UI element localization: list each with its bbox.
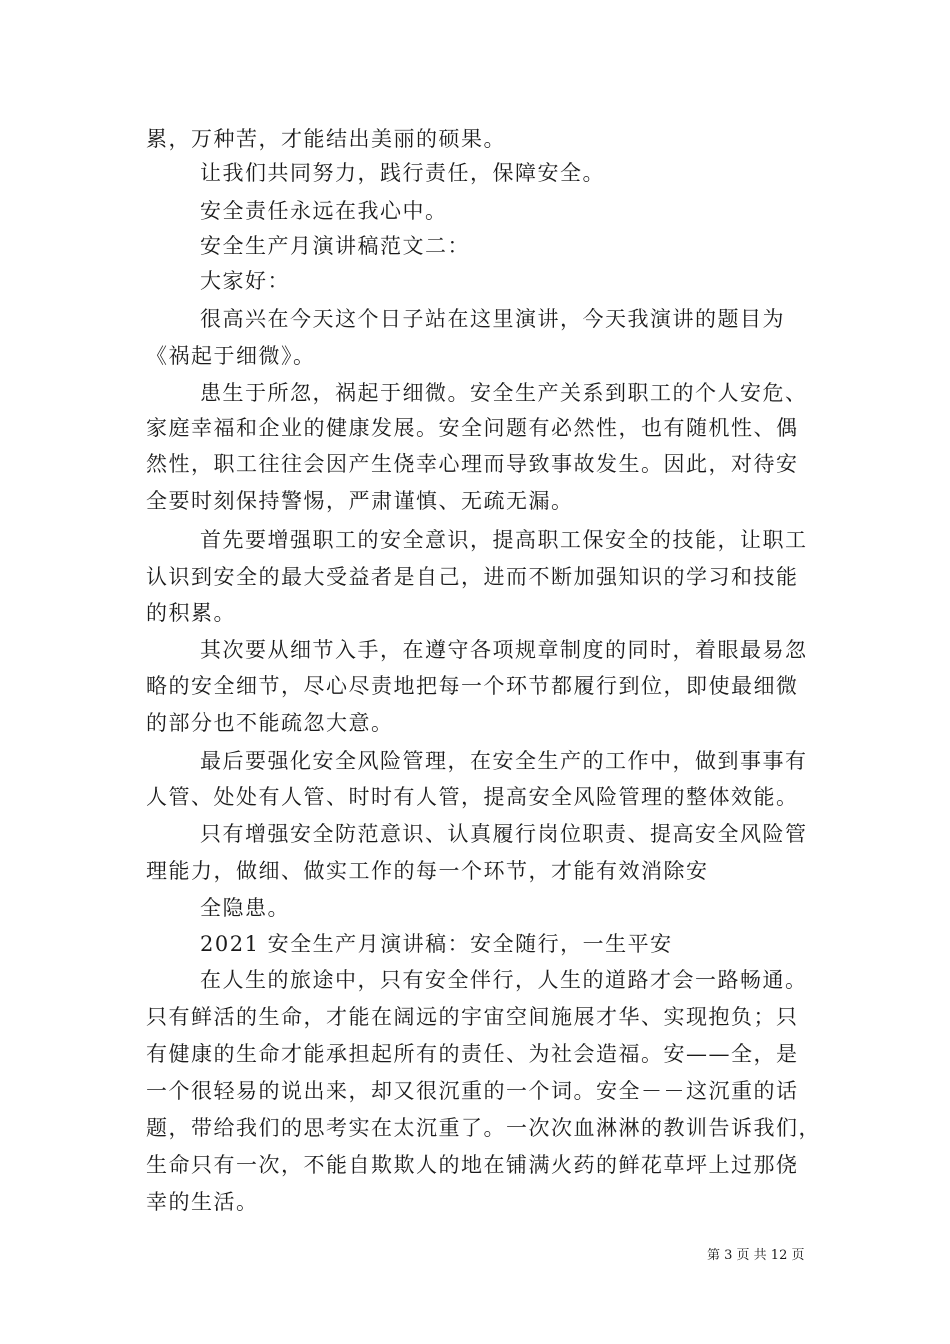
text-line: 2021 安全生产月演讲稿：安全随行，一生平安 [200, 932, 673, 956]
text-line: 很高兴在今天这个日子站在这里演讲，今天我演讲的题目为 [200, 307, 785, 331]
text-line: 的部分也不能疏忽大意。 [146, 711, 394, 735]
page-number: 第 3 页 共 12 页 [707, 1248, 805, 1263]
text-line: 只有增强安全防范意识、认真履行岗位职责、提高安全风险管 [200, 822, 808, 846]
text-line: 全隐患。 [200, 896, 290, 920]
text-line: 的积累。 [146, 601, 236, 625]
text-line: 患生于所忽，祸起于细微。安全生产关系到职工的个人安危、 [200, 381, 808, 405]
text-line: 《祸起于细微》。 [146, 344, 316, 368]
text-line: 理能力，做细、做实工作的每一个环节，才能有效消除安 [146, 859, 709, 883]
text-line: 题，带给我们的思考实在太沉重了。一次次血淋淋的教训告诉我们， [146, 1116, 821, 1140]
text-line: 在人生的旅途中，只有安全伴行，人生的道路才会一路畅通。 [200, 968, 808, 992]
text-line: 大家好： [200, 269, 290, 293]
text-line: 然性，职工往往会因产生侥幸心理而导致事故发生。因此，对待安 [146, 452, 799, 476]
text-line: 累，万种苦，才能结出美丽的硕果。 [146, 127, 506, 151]
text-line: 家庭幸福和企业的健康发展。安全问题有必然性，也有随机性、偶 [146, 416, 799, 440]
text-line: 一个很轻易的说出来，却又很沉重的一个词。安全－－这沉重的话 [146, 1079, 799, 1103]
text-line: 安全生产月演讲稿范文二： [200, 234, 470, 258]
text-line: 全要时刻保持警惕，严肃谨慎、无疏无漏。 [146, 489, 574, 513]
text-line: 有健康的生命才能承担起所有的责任、为社会造福。安——全，是 [146, 1042, 799, 1066]
text-line: 幸的生活。 [146, 1190, 259, 1214]
text-line: 其次要从细节入手，在遵守各项规章制度的同时，着眼最易忽 [200, 638, 808, 662]
text-line: 略的安全细节，尽心尽责地把每一个环节都履行到位，即使最细微 [146, 674, 799, 698]
text-line: 让我们共同努力，践行责任，保障安全。 [200, 161, 605, 185]
text-line: 只有鲜活的生命，才能在阔远的宇宙空间施展才华、实现抱负；只 [146, 1005, 799, 1029]
text-line: 认识到安全的最大受益者是自己，进而不断加强知识的学习和技能 [146, 565, 799, 589]
text-line: 生命只有一次，不能自欺欺人的地在铺满火药的鲜花草坪上过那侥 [146, 1153, 799, 1177]
text-line: 安全责任永远在我心中。 [200, 199, 448, 223]
text-line: 人管、处处有人管、时时有人管，提高安全风险管理的整体效能。 [146, 785, 799, 809]
text-line: 首先要增强职工的安全意识，提高职工保安全的技能，让职工 [200, 528, 808, 552]
text-line: 最后要强化安全风险管理，在安全生产的工作中，做到事事有 [200, 749, 808, 773]
